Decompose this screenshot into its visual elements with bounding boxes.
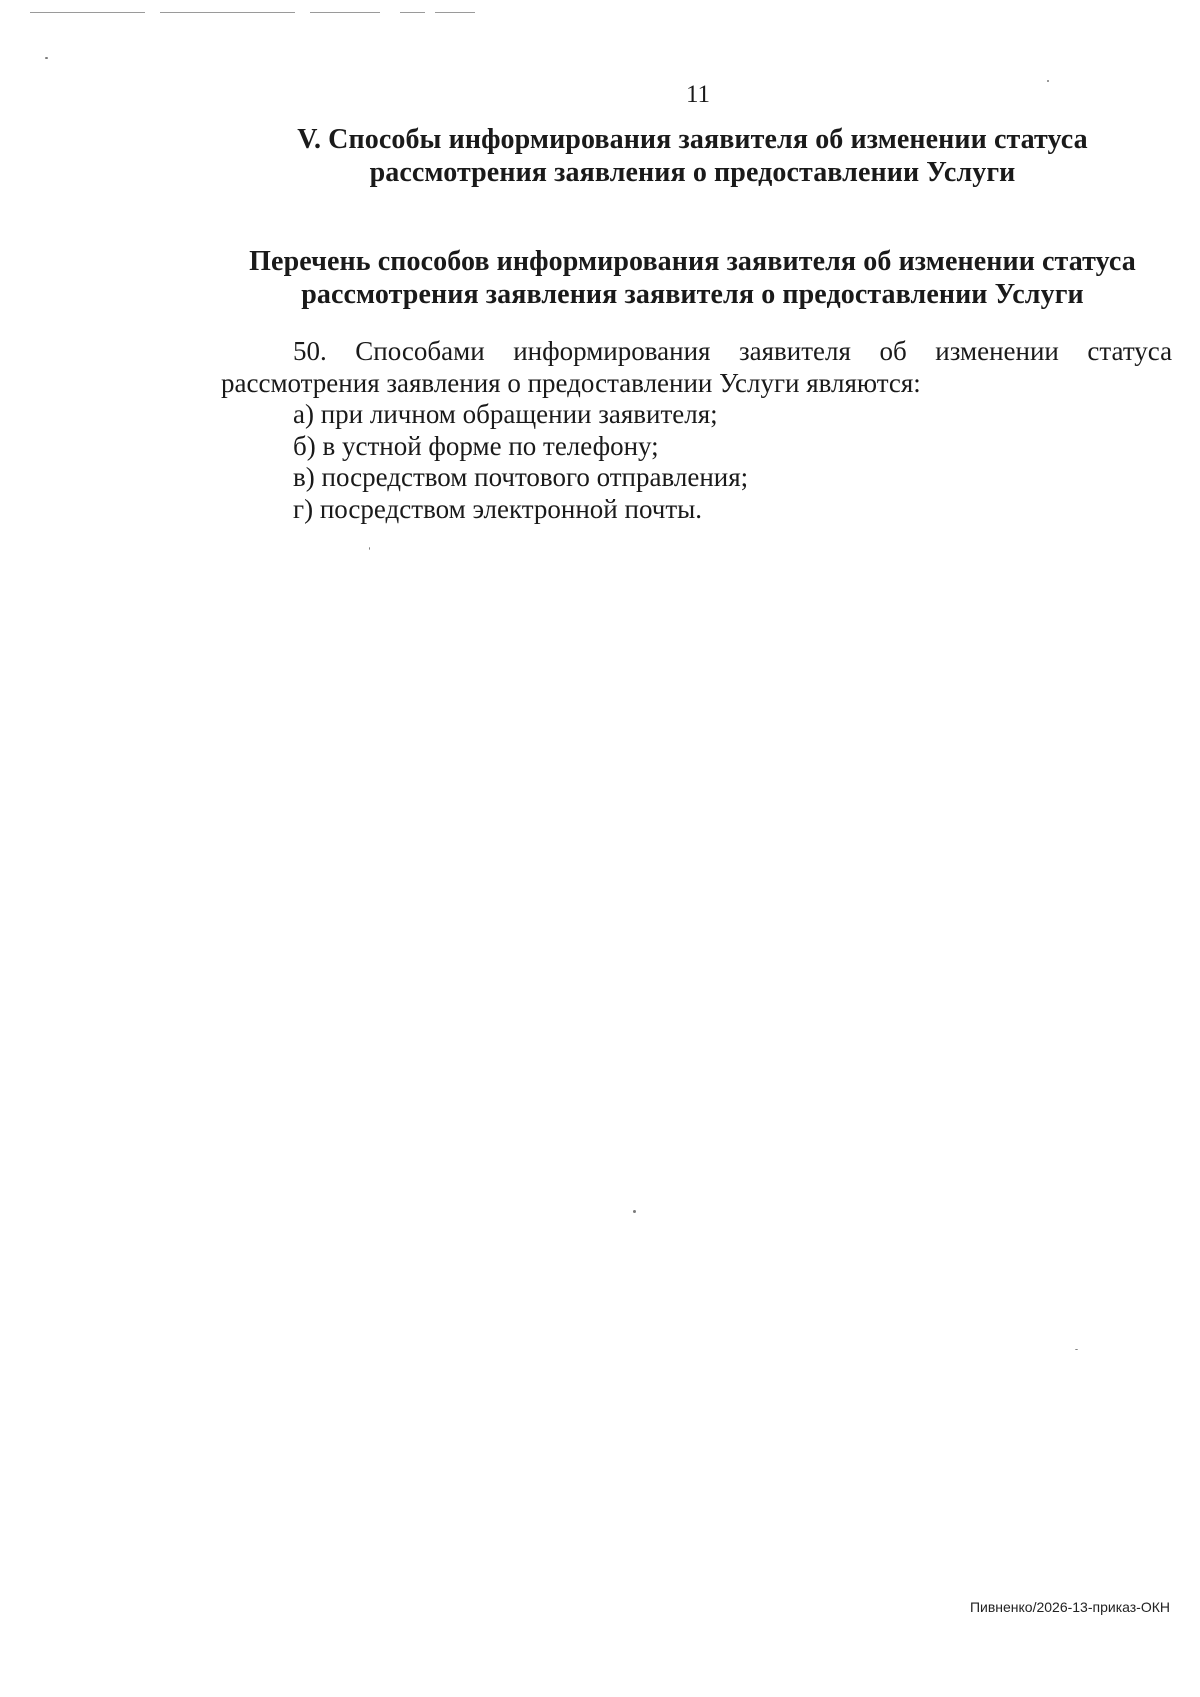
paragraph-word: информирования (513, 336, 711, 366)
list-title-line: Перечень способов информирования заявителя об изменении статуса (249, 246, 1136, 277)
scan-artifact-line (30, 12, 145, 13)
scan-artifact-line (435, 12, 475, 13)
list-title (225, 245, 1160, 311)
scan-artifact-line (400, 12, 425, 13)
paragraph-50-continuation: рассмотрения заявления о предоставлении Услуги являются: (221, 367, 921, 398)
scan-speck (45, 57, 48, 59)
list-title-line: рассмотрения заявления заявителя о предоставлении Услуги (301, 279, 1084, 310)
paragraph-50-first-line (221, 336, 1172, 368)
scan-artifact-line (160, 12, 295, 13)
paragraph-word: статуса (1087, 336, 1173, 366)
section-title-line: V. Способы информирования заявителя об изменении статуса (297, 124, 1088, 155)
scan-artifact-line (310, 12, 380, 13)
section-title-line: рассмотрения заявления о предоставлении Услуги (369, 157, 1016, 188)
paragraph-word: об (879, 336, 907, 366)
scan-speck (633, 1210, 636, 1213)
section-title (225, 123, 1160, 189)
list-item: б) в устной форме по телефону; (293, 430, 659, 461)
page-number: 11 (685, 81, 711, 108)
paragraph-word: заявителя (738, 336, 851, 366)
scan-speck (1075, 1349, 1078, 1350)
body-text (221, 336, 1172, 525)
scan-speck (369, 547, 370, 550)
paragraph-word: изменении (935, 336, 1059, 366)
list-item: в) посредством почтового отправления; (293, 462, 749, 492)
list-item: г) посредством электронной почты. (293, 493, 703, 524)
paragraph-word: 50. Способами (293, 336, 485, 366)
list-item: а) при личном обращении заявителя; (293, 399, 718, 429)
document-reference: Пивненко/2026-13-приказ-ОКН (969, 1599, 1170, 1615)
